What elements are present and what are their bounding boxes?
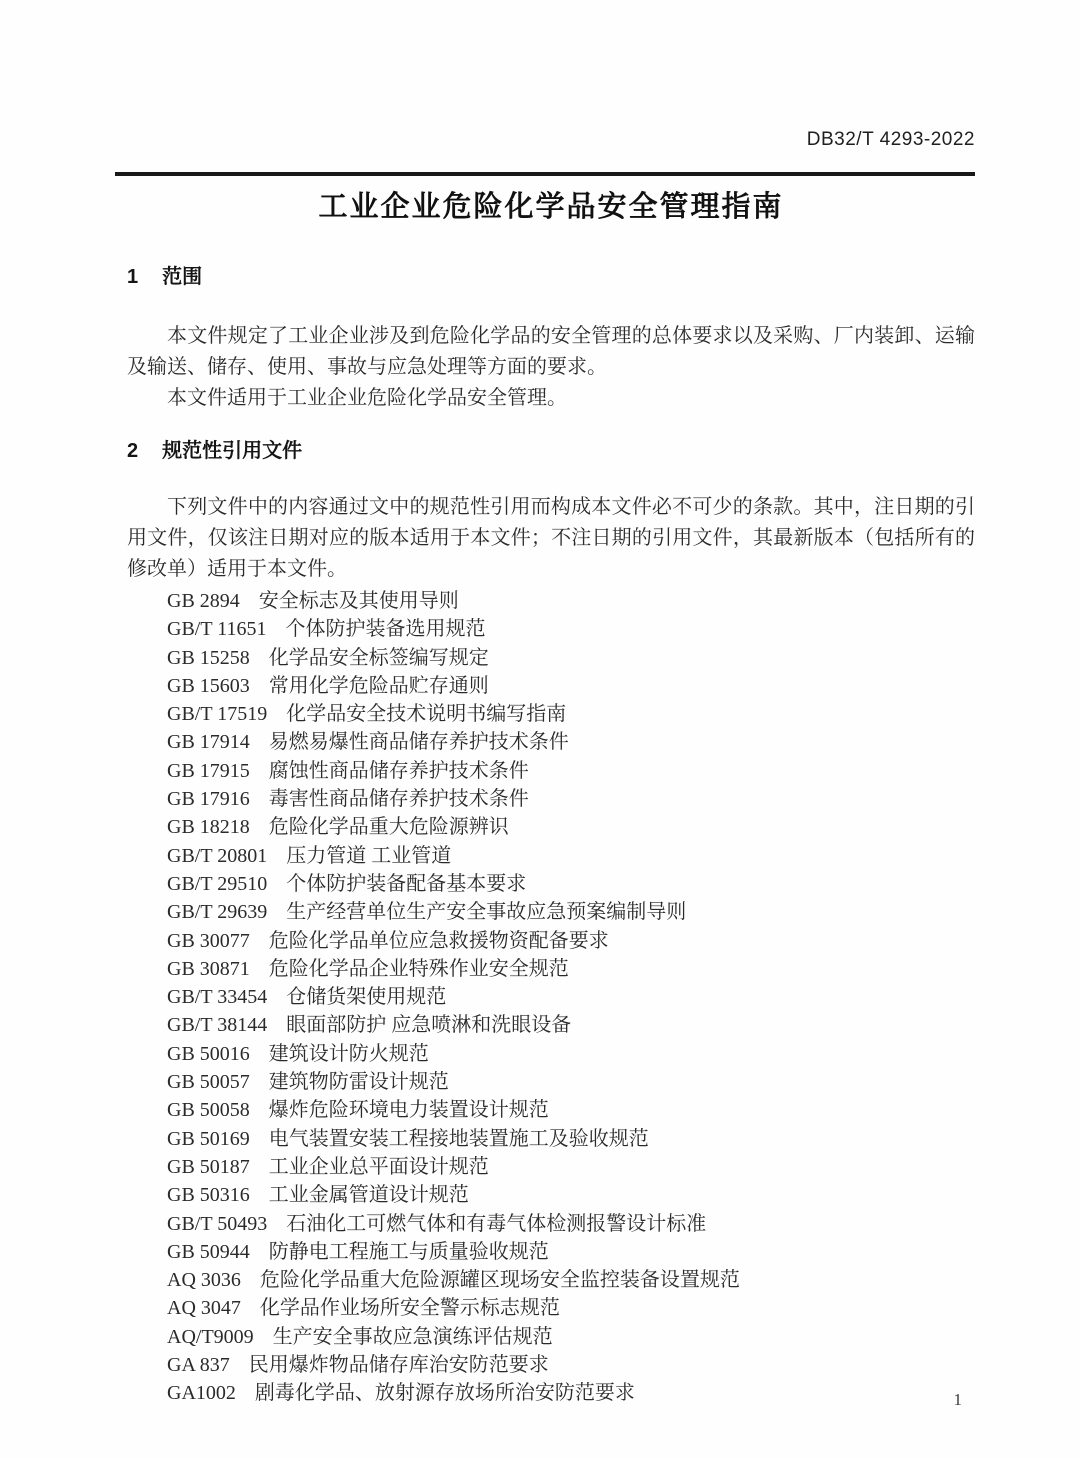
page-number: 1 (953, 1390, 962, 1409)
reference-title: 生产安全事故应急演练评估规范 (272, 1325, 553, 1348)
section-1-number: 1 (127, 266, 139, 288)
reference-title: 常用化学危险品贮存通则 (268, 674, 489, 697)
reference-item (127, 728, 975, 756)
reference-item (127, 1181, 975, 1209)
reference-code: GB 17915 (167, 759, 250, 782)
reference-title: 压力管道 工业管道 (286, 844, 452, 867)
reference-item (127, 757, 975, 785)
reference-title: 化学品作业场所安全警示标志规范 (259, 1297, 560, 1320)
reference-item (127, 672, 975, 700)
reference-code: GB 2894 (167, 590, 240, 612)
reference-title: 剧毒化学品、放射源存放场所治安防范要求 (254, 1382, 635, 1405)
reference-item (127, 1323, 975, 1351)
reference-code: GB 18218 (167, 816, 250, 839)
reference-item (127, 1351, 975, 1379)
reference-code: GB/T 29510 (167, 872, 268, 895)
reference-code: GB 50316 (167, 1184, 250, 1207)
standard-doc-code: DB32/T 4293-2022 (806, 129, 975, 150)
reference-code: GB 50169 (167, 1127, 250, 1150)
reference-code: GB 17914 (167, 731, 250, 754)
reference-title: 个体防护装备选用规范 (285, 618, 486, 641)
reference-code: GB 50058 (167, 1099, 250, 1122)
reference-item (127, 1294, 975, 1322)
reference-code: GB 50057 (167, 1071, 250, 1094)
reference-title: 个体防护装备配备基本要求 (286, 872, 527, 895)
reference-item (127, 1266, 975, 1294)
reference-item (127, 955, 975, 983)
reference-code: GB 30871 (167, 957, 250, 980)
reference-code: GB 50187 (167, 1155, 250, 1178)
reference-code: GB 30077 (167, 929, 250, 952)
reference-title: 工业企业总平面设计规范 (268, 1155, 489, 1178)
reference-item (127, 842, 975, 870)
reference-code: GB/T 20801 (167, 844, 268, 867)
reference-item (127, 1153, 975, 1181)
reference-title: 石油化工可燃气体和有毒气体检测报警设计标准 (286, 1212, 707, 1235)
section-2-number: 2 (127, 440, 139, 462)
reference-code: GB/T 29639 (167, 901, 268, 924)
reference-item (127, 813, 975, 841)
reference-code: AQ/T9009 (167, 1325, 254, 1348)
reference-code: GB 17916 (167, 788, 250, 811)
reference-item (127, 1210, 975, 1238)
scope-paragraph-1: 本文件规定了工业企业涉及到危险化学品的安全管理的总体要求以及采购、厂内装卸、运输及输送、储存、使用、事故与应急处理等方面的要求。 (127, 325, 975, 378)
reference-item (127, 785, 975, 813)
section-2-title: 规范性引用文件 (162, 440, 303, 462)
reference-title: 安全标志及其使用导则 (258, 590, 459, 612)
section-1-body (127, 321, 975, 414)
reference-title: 化学品安全技术说明书编写指南 (286, 703, 567, 726)
reference-item (127, 1096, 975, 1124)
reference-item (127, 644, 975, 672)
normative-references-intro: 下列文件中的内容通过文中的规范性引用而构成本文件必不可少的条款。其中，注日期的引用文件，仅该注日期对应的版本适用于本文件；不注日期的引用文件，其最新版本（包括所有的修改单）适用于本文件。 (127, 496, 975, 580)
reference-title: 化学品安全标签编写规定 (268, 646, 489, 669)
reference-code: GB/T 38144 (167, 1014, 268, 1037)
reference-item (127, 927, 975, 955)
reference-code: AQ 3036 (167, 1269, 241, 1292)
section-1-title: 范围 (162, 266, 203, 288)
reference-title: 爆炸危险环境电力装置设计规范 (268, 1099, 549, 1122)
reference-item (127, 983, 975, 1011)
reference-item (127, 898, 975, 926)
reference-item (127, 1379, 975, 1407)
reference-title: 建筑物防雷设计规范 (268, 1071, 449, 1094)
reference-code: GA1002 (167, 1382, 236, 1405)
reference-code: GB 50016 (167, 1042, 250, 1065)
scope-paragraph-2: 本文件适用于工业企业危险化学品安全管理。 (167, 387, 567, 409)
reference-item (127, 1125, 975, 1153)
reference-title: 危险化学品重大危险源罐区现场安全监控装备设置规范 (259, 1269, 740, 1292)
reference-title: 防静电工程施工与质量验收规范 (268, 1240, 549, 1263)
reference-title: 民用爆炸物品储存库治安防范要求 (248, 1354, 549, 1377)
reference-item (127, 1068, 975, 1096)
reference-title: 眼面部防护 应急喷淋和洗眼设备 (286, 1014, 572, 1037)
reference-title: 危险化学品企业特殊作业安全规范 (268, 957, 569, 980)
section-2-body (127, 492, 975, 585)
reference-title: 仓储货架使用规范 (286, 986, 447, 1009)
reference-title: 建筑设计防火规范 (268, 1042, 429, 1065)
reference-item (127, 1238, 975, 1266)
reference-code: GB/T 11651 (167, 618, 267, 641)
reference-code: AQ 3047 (167, 1297, 241, 1320)
reference-code: GB/T 33454 (167, 986, 268, 1009)
reference-code: GB/T 17519 (167, 703, 268, 726)
reference-title: 易燃易爆性商品储存养护技术条件 (268, 731, 569, 754)
reference-item (127, 587, 975, 615)
reference-item (127, 870, 975, 898)
reference-code: GB 15603 (167, 674, 250, 697)
reference-title: 电气装置安装工程接地装置施工及验收规范 (268, 1127, 649, 1150)
reference-item (127, 1011, 975, 1039)
reference-title: 危险化学品单位应急救援物资配备要求 (268, 929, 609, 952)
reference-code: GB 50944 (167, 1240, 250, 1263)
reference-title: 腐蚀性商品储存养护技术条件 (268, 759, 529, 782)
reference-item (127, 1040, 975, 1068)
header-rule (115, 172, 975, 176)
references-list (127, 587, 975, 1408)
section-2-heading (127, 440, 975, 462)
section-1-heading (127, 266, 975, 288)
reference-item (127, 700, 975, 728)
reference-item (127, 615, 975, 643)
reference-code: GB 15258 (167, 646, 250, 669)
document-title: 工业企业危险化学品安全管理指南 (318, 191, 784, 223)
reference-title: 危险化学品重大危险源辨识 (268, 816, 509, 839)
reference-code: GA 837 (167, 1354, 230, 1377)
reference-title: 生产经营单位生产安全事故应急预案编制导则 (286, 901, 687, 924)
reference-title: 毒害性商品储存养护技术条件 (268, 788, 529, 811)
reference-code: GB/T 50493 (167, 1212, 268, 1235)
reference-title: 工业金属管道设计规范 (268, 1184, 469, 1207)
